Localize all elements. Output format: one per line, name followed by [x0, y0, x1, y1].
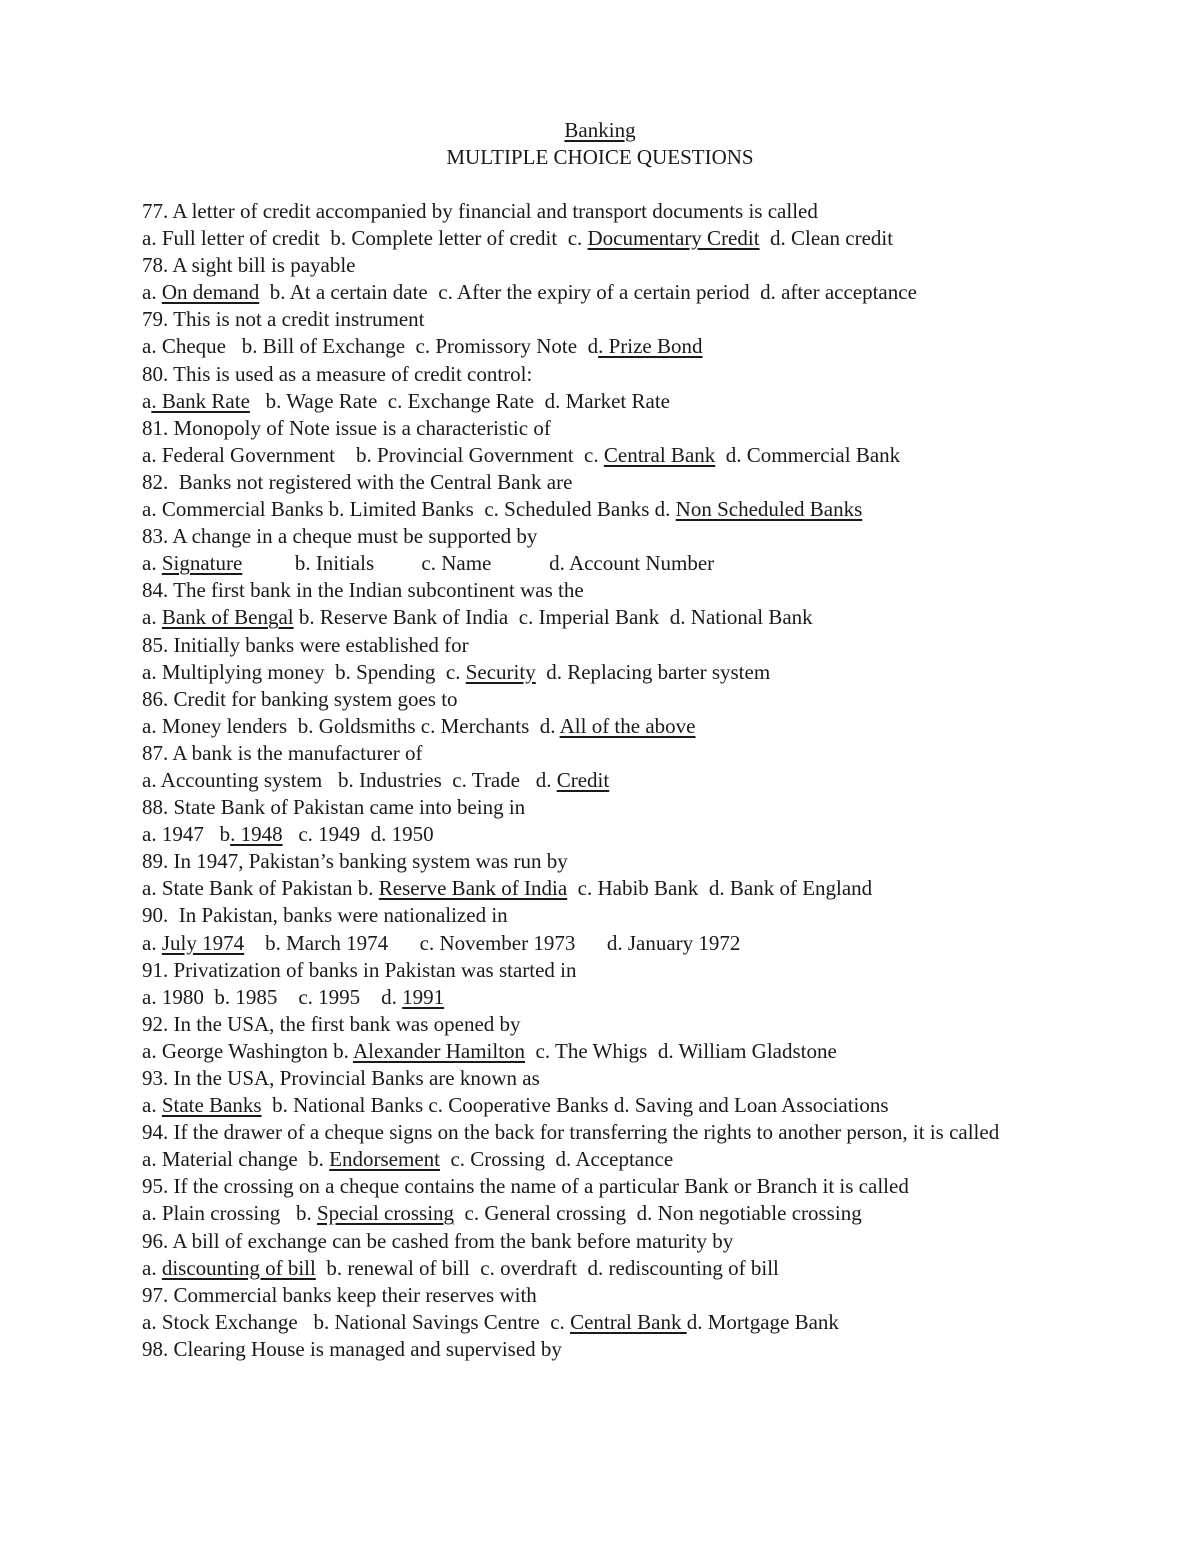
option-text: c. General crossing d. Non negotiable crossing: [454, 1201, 862, 1226]
option-text: c. 1949 d. 1950: [282, 822, 434, 847]
question-text: 88. State Bank of Pakistan came into being in: [142, 795, 526, 820]
answer-options: [142, 1146, 1062, 1173]
document-title: Banking: [564, 118, 636, 142]
question-text: 93. In the USA, Provincial Banks are known as: [142, 1066, 540, 1090]
option-text: a. Commercial Banks b. Limited Banks c. Scheduled Banks d.: [142, 497, 676, 522]
correct-answer: Central Bank: [570, 1309, 687, 1334]
correct-answer: . Prize Bond: [598, 334, 703, 359]
answer-options: [142, 388, 1062, 415]
correct-answer: . 1948: [230, 822, 283, 847]
correct-answer: Signature: [161, 551, 243, 576]
answer-options: [142, 767, 1062, 794]
correct-answer: July 1974: [161, 930, 245, 955]
answer-options: [142, 496, 1062, 523]
correct-answer: Non Scheduled Banks: [675, 497, 863, 522]
correct-answer: . Bank Rate: [151, 388, 250, 413]
option-text: d. Replacing barter system: [535, 659, 771, 684]
answer-options: [142, 550, 1062, 577]
option-text: a. 1980 b. 1985 c. 1995 d.: [142, 984, 403, 1009]
option-text: a. Plain crossing b.: [142, 1201, 317, 1226]
question-text: 78. A sight bill is payable: [142, 253, 356, 278]
correct-answer: Alexander Hamilton: [353, 1038, 526, 1063]
option-text: a. State Bank of Pakistan b.: [142, 876, 379, 901]
answer-options: [142, 713, 1062, 740]
document-header: [0, 117, 1200, 171]
question-text: 91. Privatization of banks in Pakistan was started in: [142, 957, 577, 982]
option-text: b. March 1974 c. November 1973 d. January 1972: [244, 930, 741, 955]
answer-options: [142, 1038, 1062, 1065]
answer-options: [142, 604, 1062, 631]
answer-options: [142, 875, 1062, 902]
answer-options: [142, 1200, 1062, 1227]
option-text: a.: [142, 1255, 162, 1280]
option-text: b. Reserve Bank of India c. Imperial Bank d. National Bank: [293, 605, 813, 630]
correct-answer: Credit: [556, 767, 610, 792]
option-text: b. Initials c. Name d. Account Number: [242, 551, 715, 576]
option-text: a. Cheque b. Bill of Exchange c. Promissory Note d: [142, 334, 599, 359]
question-text: 89. In 1947, Pakistan’s banking system was run by: [142, 849, 568, 874]
question-text: 87. A bank is the manufacturer of: [142, 740, 423, 765]
option-text: a. Stock Exchange b. National Savings Centre c.: [142, 1309, 571, 1334]
answer-options: [142, 225, 1062, 252]
correct-answer: Reserve Bank of India: [378, 876, 568, 901]
option-text: a. 1947 b: [142, 822, 231, 847]
option-text: b. Wage Rate c. Exchange Rate d. Market Rate: [249, 388, 670, 413]
answer-options: [142, 333, 1062, 360]
option-text: b. National Banks c. Cooperative Banks d. Saving and Loan Associations: [261, 1093, 889, 1118]
question-text: 95. If the crossing on a cheque contains the name of a particular Bank or Branch it is called: [142, 1174, 909, 1199]
option-text: a. Material change b.: [142, 1147, 330, 1172]
option-text: a. Multiplying money b. Spending c.: [142, 659, 466, 684]
correct-answer: Endorsement: [329, 1147, 440, 1172]
correct-answer: Central Bank: [603, 442, 716, 467]
question-text: 83. A change in a cheque must be supported by: [142, 524, 538, 549]
answer-options: [142, 984, 1062, 1011]
option-text: a. Full letter of credit b. Complete letter of credit c.: [142, 226, 588, 251]
question-text: 97. Commercial banks keep their reserves with: [142, 1282, 537, 1307]
question-text: 85. Initially banks were established for: [142, 632, 469, 657]
option-text: a. Federal Government b. Provincial Government c.: [142, 442, 604, 467]
answer-options: [142, 930, 1062, 957]
option-text: b. renewal of bill c. overdraft d. rediscounting of bill: [315, 1255, 779, 1280]
correct-answer: All of the above: [559, 713, 696, 738]
correct-answer: Security: [465, 659, 536, 684]
question-text: 81. Monopoly of Note issue is a characteristic of: [142, 415, 551, 440]
answer-options: [142, 1309, 1062, 1336]
question-text: 86. Credit for banking system goes to: [142, 686, 458, 711]
option-text: a. Accounting system b. Industries c. Trade d.: [142, 767, 557, 792]
option-text: d. Mortgage Bank: [686, 1309, 839, 1334]
answer-options: [142, 279, 1062, 306]
answer-options: [142, 442, 1062, 469]
question-text: 77. A letter of credit accompanied by financial and transport documents is called: [142, 199, 818, 223]
answer-options: [142, 1255, 1062, 1282]
question-text: 94. If the drawer of a cheque signs on the back for transferring the rights to another person, it is called: [142, 1120, 1000, 1145]
question-text: 79. This is not a credit instrument: [142, 307, 425, 332]
option-text: a.: [142, 280, 162, 305]
question-list: [142, 198, 1062, 1363]
question-text: 92. In the USA, the first bank was opened by: [142, 1011, 521, 1036]
option-text: a.: [142, 551, 162, 576]
question-text: 90. In Pakistan, banks were nationalized in: [142, 903, 508, 928]
question-text: 80. This is used as a measure of credit control:: [142, 361, 533, 386]
correct-answer: 1991: [402, 984, 445, 1009]
correct-answer: discounting of bill: [161, 1255, 316, 1280]
option-text: c. Habib Bank d. Bank of England: [567, 876, 873, 901]
option-text: a.: [142, 605, 162, 630]
option-text: a.: [142, 1093, 162, 1118]
option-text: a: [142, 388, 152, 413]
option-text: d. Commercial Bank: [715, 442, 901, 467]
answer-options: [142, 1092, 1062, 1119]
answer-options: [142, 659, 1062, 686]
document-subtitle: MULTIPLE CHOICE QUESTIONS: [446, 145, 754, 169]
question-text: 96. A bill of exchange can be cashed from the bank before maturity by: [142, 1228, 734, 1253]
option-text: a. Money lenders b. Goldsmiths c. Merchants d.: [142, 713, 560, 738]
correct-answer: Special crossing: [316, 1201, 455, 1226]
option-text: b. At a certain date c. After the expiry of a certain period d. after acceptance: [259, 280, 917, 305]
question-text: 84. The first bank in the Indian subcontinent was the: [142, 578, 584, 603]
option-text: d. Clean credit: [759, 226, 894, 251]
correct-answer: On demand: [161, 280, 260, 305]
option-text: a. George Washington b.: [142, 1038, 354, 1063]
question-text: 82. Banks not registered with the Central Bank are: [142, 469, 573, 494]
correct-answer: Documentary Credit: [587, 226, 760, 251]
option-text: a.: [142, 930, 162, 955]
correct-answer: State Banks: [161, 1093, 262, 1118]
option-text: c. Crossing d. Acceptance: [439, 1147, 674, 1172]
option-text: c. The Whigs d. William Gladstone: [525, 1038, 837, 1063]
question-text: 98. Clearing House is managed and supervised by: [142, 1336, 562, 1361]
answer-options: [142, 821, 1062, 848]
correct-answer: Bank of Bengal: [161, 605, 294, 630]
